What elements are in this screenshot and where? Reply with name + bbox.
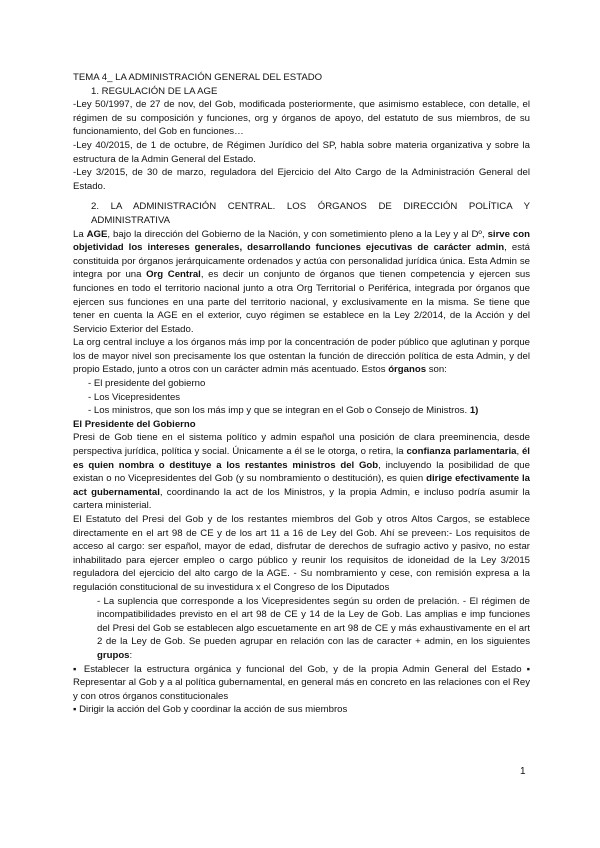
function-bullet: ▪ Establecer la estructura orgánica y funcional del Gob, y de la propia Admin General del Estado ▪ Representar al Gob y a al política gubernamental, en general más en concreto en las relaciones con el Rey y con otros órganos constitucionales [73, 663, 530, 702]
list-item: - El presidente del gobierno [88, 378, 206, 390]
section-1-heading: 1. REGULACIÓN DE LA AGE [91, 85, 218, 97]
president-heading: El Presidente del Gobierno [73, 418, 196, 430]
substitution-paragraph: - La suplencia que corresponde a los Vicepresidentes según su orden de prelación. - El régimen de incompatibilidades previsto en el art 98 de CE y 14 de la Ley de Gob. Las amplias e imp funciones del Presi del Gob se establecen algo escuetamente en art 98 de CE y más exhaustivamente en el art 2 de la Ley de Gob. Se pueden agrupar en relación con las de caracter + admin, en los siguientes grupos: [97, 595, 530, 661]
document-body [73, 71, 530, 717]
section-2-heading: 2. LA ADMINISTRACIÓN CENTRAL. LOS ÓRGANOS DE DIRECCIÓN POLÍTICA Y ADMINISTRATIVA [91, 201, 530, 226]
president-paragraph: Presi de Gob tiene en el sistema político y admin español una posición de clara preeminencia, desde perspectiva jurídica, política y social. Únicamente a él se le otorga, o retira, la confianza parlamentaria, él es quien nombra o destituye a los restantes ministros del Gob, incluyendo la posibilidad de que existan o no Vicepresidentes del Gob (y su nombramiento o destitución), es quien dirige efectivamente la act gubernamental, coordinando la act de los Ministros, y la propia Admin, e incluso podría asumir la cartera ministerial. [73, 432, 530, 512]
organs-list [73, 377, 530, 418]
document-title: TEMA 4_ LA ADMINISTRACIÓN GENERAL DEL ESTADO [73, 72, 323, 83]
regulation-item: -Ley 3/2015, de 30 de marzo, reguladora del Ejercicio del Alto Cargo de la Administración General del Estado. [73, 167, 530, 192]
function-bullet: ▪ Dirigir la acción del Gob y coordinar la acción de sus miembros [73, 704, 348, 716]
list-item: - Los ministros, que son los más imp y que se integran en el Gob o Consejo de Ministros. 1) [88, 405, 479, 417]
statute-paragraph: El Estatuto del Presi del Gob y de los restantes miembros del Gob y otros Altos Cargos, se establece directamente en el art 98 de CE y de los art 11 a 16 de Ley del Gob. Ahí se preveen:- Los requisitos de acceso al cargo: ser español, mayor de edad, disfrutar de derechos de sufragio activo y pasivo, no estar inhabilitado para ejercer empleo o cargo público y reunir los requisitos de idoneidad de la Ley 3/2015 reguladora del ejercicio del alto cargo de la AGE. - Su nombramiento y cese, con remisión expresa a la regulación constitucional de su investidura x el Congreso de los Diputados [73, 514, 530, 593]
age-definition-paragraph: La AGE, bajo la dirección del Gobierno de la Nación, y con sometimiento pleno a la Ley y al Dº, sirve con objetividad los intereses generales, desarrollando funciones ejecutivas de carácter admin, está constituida por órganos jerárquicamente ordenados y actúa con personalidad jurídica única. Esta Admin se integra por una Org Central, es decir un conjunto de órganos que tienen competencia y ejercen sus funciones en todo el territorio nacional junto a otra Org Territorial o Periférica, integrada por órganos que ejercen sus funciones en una parte del territorio nacional, y exclusivamente en la misma. Se tiene que tener en cuenta la AGE en el exterior, cuyo régimen se establece en la Ley 2/2014, de la Acción y del Servicio Exterior del Estado. [73, 228, 530, 335]
regulation-item: -Ley 50/1997, de 27 de nov, del Gob, modificada posteriormente, que asimismo establece, con detalle, el régimen de su composición y funciones, org y órganos de apoyo, del estatuto de sus miembros, de su funcionamiento, del Gob en funciones… [73, 99, 530, 138]
regulation-item: -Ley 40/2015, de 1 de octubre, de Régimen Jurídico del SP, habla sobre materia organizativa y sobre la estructura de la Admin General del Estado. [73, 139, 530, 165]
central-org-paragraph: La org central incluye a los órganos más imp por la concentración de poder público que aglutinan y porque los de mayor nivel son precisamente los que ostentan la función de dirección política de esta Admin, y del propio Estado, junto a otros con un carácter admin más acentuado. Estos órganos son: [73, 337, 530, 376]
page-number: 1 [520, 766, 526, 777]
list-item: - Los Vicepresidentes [88, 391, 181, 403]
